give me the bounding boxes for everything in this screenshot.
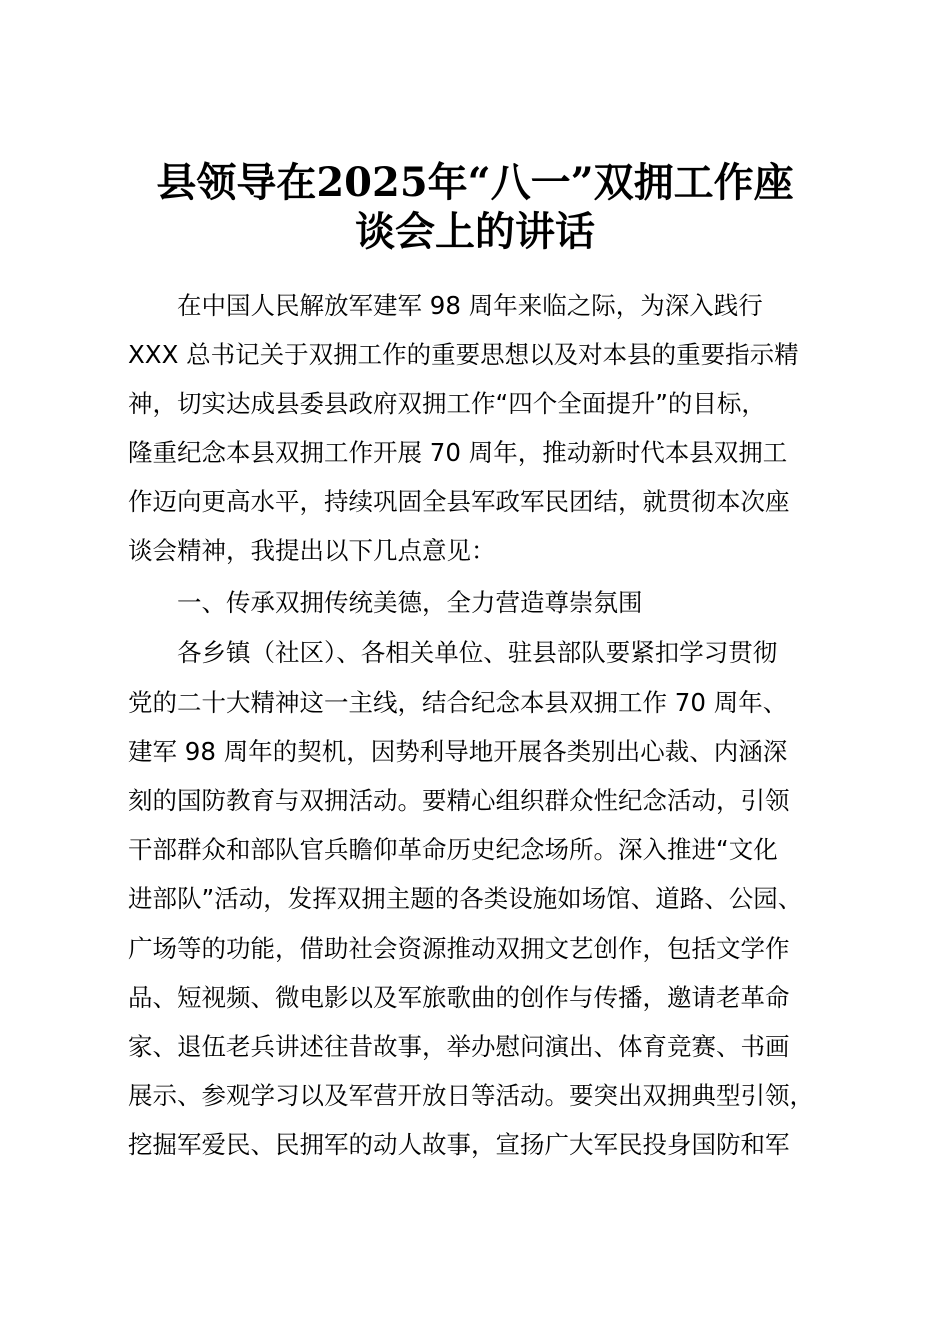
paragraph-line: XXX 总书记关于双拥工作的重要思想以及对本县的重要指示精 [128,340,799,369]
paragraph-line: 在中国人民解放军建军 98 周年来临之际，为深入践行 [128,291,763,320]
paragraph-line: 建军 98 周年的契机，因势利导地开展各类别出心裁、内涵深 [128,737,788,766]
paragraph-line: 家、退伍老兵讲述往昔故事，举办慰问演出、体育竞赛、书画 [128,1032,790,1061]
paragraph-line: 展示、参观学习以及军营开放日等活动。要突出双拥典型引领， [128,1081,814,1110]
paragraph-line: 谈会精神，我提出以下几点意见： [128,536,496,565]
paragraph-line: 作迈向更高水平，持续巩固全县军政军民团结，就贯彻本次座 [128,487,790,516]
paragraph-line: 神，切实达成县委县政府双拥工作“四个全面提升”的目标， [128,389,766,418]
paragraph-line: 挖掘军爱民、民拥军的动人故事，宣扬广大军民投身国防和军 [128,1130,790,1159]
paragraph-line: 广场等的功能，借助社会资源推动双拥文艺创作，包括文学作 [128,934,790,963]
paragraph-line: 品、短视频、微电影以及军旅歌曲的创作与传播，邀请老革命 [128,983,790,1012]
paragraph-line: 各乡镇（社区）、各相关单位、驻县部队要紧扣学习贯彻 [128,638,778,667]
paragraph-line: 隆重纪念本县双拥工作开展 70 周年，推动新时代本县双拥工 [128,438,788,467]
paragraph-line: 进部队”活动，发挥双拥主题的各类设施如场馆、道路、公园、 [128,884,803,913]
paragraph-line: 刻的国防教育与双拥活动。要精心组织群众性纪念活动，引领 [128,786,790,815]
paragraph-line: 干部群众和部队官兵瞻仰革命历史纪念场所。深入推进“文化 [128,835,778,864]
paragraph-line: 党的二十大精神这一主线，结合纪念本县双拥工作 70 周年、 [128,688,788,717]
document-title-line-1: 县领导在2025年“八一”双拥工作座 [156,159,794,206]
document-title-line-2: 谈会上的讲话 [355,208,595,255]
section-heading: 一、传承双拥传统美德，全力营造尊崇氛围 [128,588,643,617]
